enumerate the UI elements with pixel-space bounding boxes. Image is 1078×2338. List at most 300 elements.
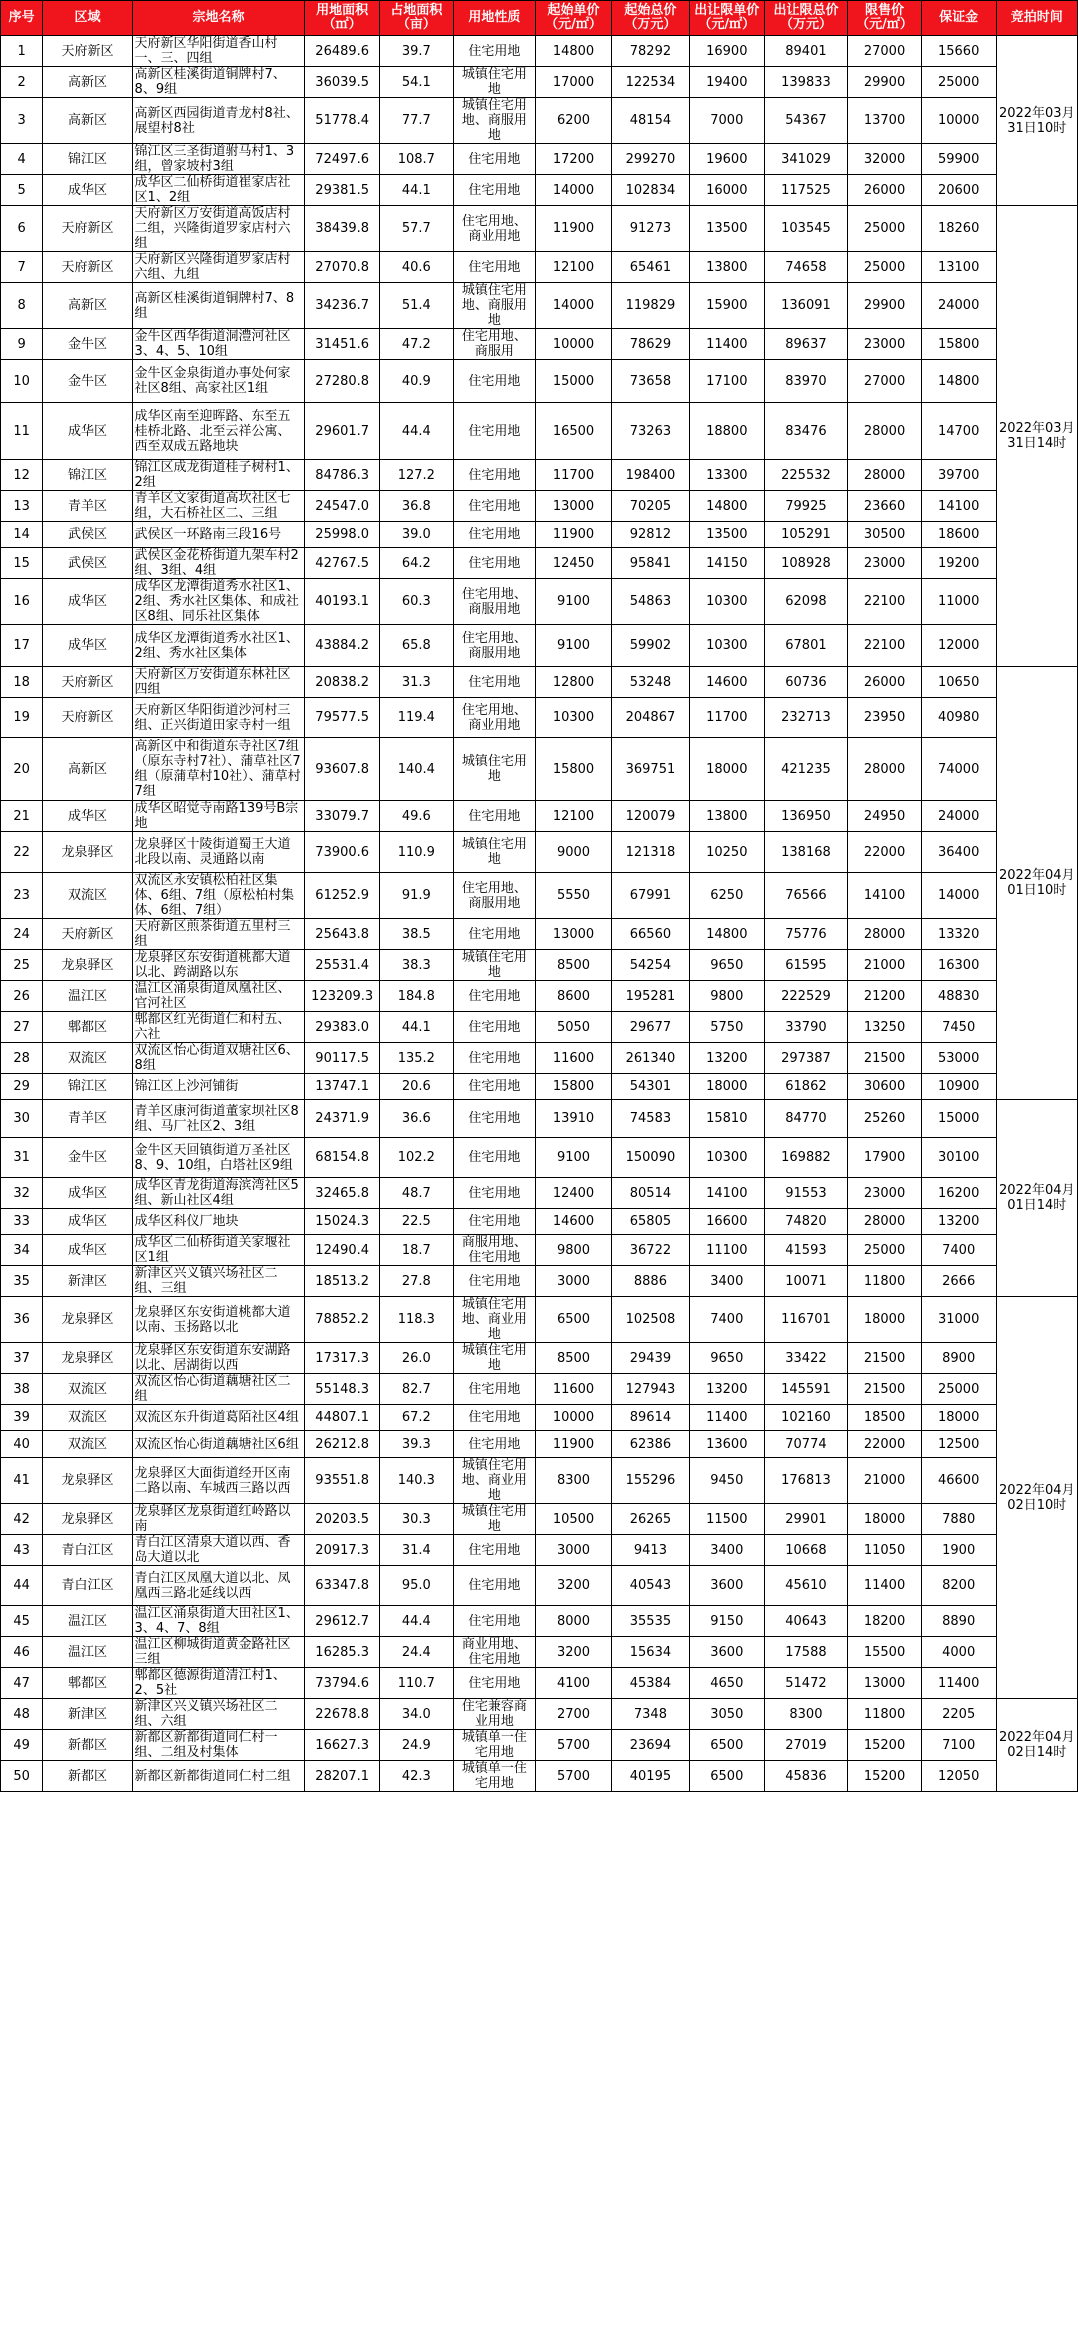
cell-district: 成华区 — [43, 1178, 132, 1209]
cell-district: 成华区 — [43, 1235, 132, 1266]
cell-cap-price: 10250 — [689, 832, 764, 873]
cell-start-price: 14000 — [536, 283, 612, 329]
cell-start-price: 15000 — [536, 360, 612, 403]
cell-district: 双流区 — [43, 1043, 132, 1074]
cell-start-price: 14600 — [536, 1209, 612, 1235]
cell-area-mu: 24.4 — [380, 1637, 454, 1668]
table-row — [1, 144, 1078, 175]
cell-name: 天府新区煎茶街道五里村三组 — [132, 919, 305, 950]
cell-area-mu: 140.3 — [380, 1458, 454, 1504]
header-deposit: 保证金 — [921, 1, 996, 36]
cell-start-price: 9100 — [536, 579, 612, 625]
cell-start-price: 15800 — [536, 738, 612, 801]
cell-area: 90117.5 — [305, 1043, 380, 1074]
cell-district: 锦江区 — [43, 1074, 132, 1100]
cell-use: 城镇住宅用地 — [453, 67, 536, 98]
cell-cap-price: 13300 — [689, 460, 764, 491]
cell-area-mu: 44.4 — [380, 403, 454, 460]
cell-no: 14 — [1, 522, 43, 548]
cell-cap-total: 89637 — [764, 329, 848, 360]
cell-start-price: 5550 — [536, 873, 612, 919]
cell-use: 住宅用地 — [453, 801, 536, 832]
cell-use: 住宅用地 — [453, 1535, 536, 1566]
cell-area: 24547.0 — [305, 491, 380, 522]
table-row — [1, 460, 1078, 491]
cell-limit-price: 18000 — [848, 1297, 922, 1343]
cell-use: 城镇住宅用地 — [453, 1504, 536, 1535]
cell-deposit: 18260 — [921, 206, 996, 252]
cell-start-price: 14000 — [536, 175, 612, 206]
cell-limit-price: 11800 — [848, 1266, 922, 1297]
cell-start-total: 89614 — [611, 1405, 689, 1431]
cell-area: 26212.8 — [305, 1431, 380, 1458]
cell-start-total: 7348 — [611, 1699, 689, 1730]
header-name: 宗地名称 — [132, 1, 305, 36]
cell-cap-total: 103545 — [764, 206, 848, 252]
cell-cap-price: 14600 — [689, 667, 764, 698]
cell-district: 高新区 — [43, 738, 132, 801]
cell-no: 1 — [1, 36, 43, 67]
cell-use: 住宅用地 — [453, 1266, 536, 1297]
cell-no: 32 — [1, 1178, 43, 1209]
cell-name: 青白江区清泉大道以西、香岛大道以北 — [132, 1535, 305, 1566]
cell-limit-price: 21500 — [848, 1043, 922, 1074]
cell-cap-total: 341029 — [764, 144, 848, 175]
cell-auction-time: 2022年04月01日14时 — [996, 1100, 1077, 1297]
cell-no: 27 — [1, 1012, 43, 1043]
cell-use: 住宅用地 — [453, 1431, 536, 1458]
cell-name: 郫都区红光街道仁和村五、六社 — [132, 1012, 305, 1043]
cell-cap-price: 10300 — [689, 1138, 764, 1178]
cell-name: 天府新区兴隆街道罗家店村六组、九组 — [132, 252, 305, 283]
cell-area-mu: 48.7 — [380, 1178, 454, 1209]
cell-start-price: 17000 — [536, 67, 612, 98]
cell-no: 4 — [1, 144, 43, 175]
cell-limit-price: 29900 — [848, 67, 922, 98]
cell-start-price: 3000 — [536, 1535, 612, 1566]
cell-deposit: 12500 — [921, 1431, 996, 1458]
cell-cap-price: 13200 — [689, 1043, 764, 1074]
cell-no: 25 — [1, 950, 43, 981]
cell-no: 3 — [1, 98, 43, 144]
cell-cap-total: 76566 — [764, 873, 848, 919]
cell-area: 13747.1 — [305, 1074, 380, 1100]
table-row — [1, 1730, 1078, 1761]
cell-cap-price: 14800 — [689, 919, 764, 950]
table-row — [1, 283, 1078, 329]
cell-cap-total: 45610 — [764, 1566, 848, 1606]
cell-district: 金牛区 — [43, 329, 132, 360]
cell-no: 45 — [1, 1606, 43, 1637]
cell-cap-total: 67801 — [764, 625, 848, 667]
cell-cap-total: 10071 — [764, 1266, 848, 1297]
cell-no: 23 — [1, 873, 43, 919]
cell-no: 26 — [1, 981, 43, 1012]
cell-deposit: 19200 — [921, 548, 996, 579]
cell-start-total: 121318 — [611, 832, 689, 873]
cell-cap-price: 13600 — [689, 1431, 764, 1458]
cell-start-total: 195281 — [611, 981, 689, 1012]
cell-area-mu: 20.6 — [380, 1074, 454, 1100]
cell-limit-price: 26000 — [848, 667, 922, 698]
cell-district: 龙泉驿区 — [43, 950, 132, 981]
cell-cap-price: 10300 — [689, 579, 764, 625]
cell-deposit: 13200 — [921, 1209, 996, 1235]
cell-limit-price: 29900 — [848, 283, 922, 329]
table-row — [1, 1761, 1078, 1792]
cell-area: 68154.8 — [305, 1138, 380, 1178]
cell-use: 城镇单一住宅用地 — [453, 1730, 536, 1761]
cell-cap-price: 13200 — [689, 1374, 764, 1405]
cell-name: 温江区涌泉街道大田社区1、3、4、7、8组 — [132, 1606, 305, 1637]
table-row — [1, 1138, 1078, 1178]
cell-area: 27070.8 — [305, 252, 380, 283]
cell-area-mu: 95.0 — [380, 1566, 454, 1606]
table-row — [1, 919, 1078, 950]
cell-start-price: 2700 — [536, 1699, 612, 1730]
cell-cap-price: 3600 — [689, 1637, 764, 1668]
cell-cap-total: 60736 — [764, 667, 848, 698]
cell-start-total: 26265 — [611, 1504, 689, 1535]
cell-name: 成华区二仙桥街道崔家店社区1、2组 — [132, 175, 305, 206]
cell-area-mu: 36.6 — [380, 1100, 454, 1138]
cell-cap-total: 116701 — [764, 1297, 848, 1343]
cell-start-total: 80514 — [611, 1178, 689, 1209]
cell-cap-total: 91553 — [764, 1178, 848, 1209]
cell-deposit: 24000 — [921, 801, 996, 832]
cell-area-mu: 140.4 — [380, 738, 454, 801]
cell-start-total: 65805 — [611, 1209, 689, 1235]
cell-no: 43 — [1, 1535, 43, 1566]
table-row — [1, 548, 1078, 579]
cell-cap-price: 3050 — [689, 1699, 764, 1730]
cell-deposit: 20600 — [921, 175, 996, 206]
cell-cap-total: 138168 — [764, 832, 848, 873]
cell-no: 19 — [1, 698, 43, 738]
cell-auction-time: 2022年04月02日10时 — [996, 1297, 1077, 1699]
cell-name: 双流区永安镇松柏社区集体、6组、7组（原松柏村集体、6组、7组） — [132, 873, 305, 919]
cell-start-price: 3200 — [536, 1566, 612, 1606]
table-row — [1, 67, 1078, 98]
cell-limit-price: 27000 — [848, 36, 922, 67]
cell-deposit: 24000 — [921, 283, 996, 329]
cell-no: 20 — [1, 738, 43, 801]
cell-limit-price: 25000 — [848, 1235, 922, 1266]
cell-area-mu: 51.4 — [380, 283, 454, 329]
table-row — [1, 1100, 1078, 1138]
cell-deposit: 13100 — [921, 252, 996, 283]
header-start-price: 起始单价（元/㎡） — [536, 1, 612, 36]
cell-cap-total: 70774 — [764, 1431, 848, 1458]
cell-cap-price: 13500 — [689, 206, 764, 252]
cell-deposit: 8200 — [921, 1566, 996, 1606]
cell-use: 住宅用地 — [453, 522, 536, 548]
cell-deposit: 25000 — [921, 67, 996, 98]
table-row — [1, 360, 1078, 403]
cell-start-price: 5050 — [536, 1012, 612, 1043]
cell-district: 天府新区 — [43, 206, 132, 252]
cell-cap-price: 16900 — [689, 36, 764, 67]
cell-cap-total: 61595 — [764, 950, 848, 981]
cell-use: 住宅用地、商服用 — [453, 329, 536, 360]
cell-district: 龙泉驿区 — [43, 1504, 132, 1535]
cell-limit-price: 28000 — [848, 738, 922, 801]
cell-auction-time: 2022年04月02日14时 — [996, 1699, 1077, 1792]
cell-name: 双流区怡心街道藕塘社区6组 — [132, 1431, 305, 1458]
cell-cap-price: 14800 — [689, 491, 764, 522]
cell-deposit: 7400 — [921, 1235, 996, 1266]
cell-name: 成华区龙潭街道秀水社区1、2组、秀水社区集体 — [132, 625, 305, 667]
cell-start-total: 122534 — [611, 67, 689, 98]
cell-cap-total: 33790 — [764, 1012, 848, 1043]
header-no: 序号 — [1, 1, 43, 36]
cell-cap-price: 13800 — [689, 801, 764, 832]
cell-start-price: 6500 — [536, 1297, 612, 1343]
cell-area-mu: 31.3 — [380, 667, 454, 698]
cell-cap-price: 18000 — [689, 738, 764, 801]
cell-cap-total: 136950 — [764, 801, 848, 832]
cell-cap-price: 19600 — [689, 144, 764, 175]
cell-cap-total: 75776 — [764, 919, 848, 950]
cell-cap-price: 14150 — [689, 548, 764, 579]
cell-area: 17317.3 — [305, 1343, 380, 1374]
cell-use: 住宅用地、商服用地 — [453, 873, 536, 919]
cell-no: 18 — [1, 667, 43, 698]
cell-district: 成华区 — [43, 579, 132, 625]
cell-name: 郫都区德源街道清江村1、2、5社 — [132, 1668, 305, 1699]
cell-start-total: 8886 — [611, 1266, 689, 1297]
cell-area-mu: 57.7 — [380, 206, 454, 252]
cell-deposit: 1900 — [921, 1535, 996, 1566]
cell-use: 城镇住宅用地 — [453, 832, 536, 873]
cell-district: 金牛区 — [43, 360, 132, 403]
cell-start-total: 40543 — [611, 1566, 689, 1606]
cell-area-mu: 119.4 — [380, 698, 454, 738]
cell-name: 高新区桂溪街道铜牌村7、8、9组 — [132, 67, 305, 98]
cell-area: 12490.4 — [305, 1235, 380, 1266]
cell-use: 住宅用地 — [453, 36, 536, 67]
cell-cap-price: 7400 — [689, 1297, 764, 1343]
cell-area: 32465.8 — [305, 1178, 380, 1209]
cell-start-total: 59902 — [611, 625, 689, 667]
table-row — [1, 1297, 1078, 1343]
cell-limit-price: 26000 — [848, 175, 922, 206]
header-area: 用地面积（㎡） — [305, 1, 380, 36]
cell-no: 16 — [1, 579, 43, 625]
cell-no: 12 — [1, 460, 43, 491]
cell-cap-total: 89401 — [764, 36, 848, 67]
cell-use: 住宅用地 — [453, 1209, 536, 1235]
cell-area: 29612.7 — [305, 1606, 380, 1637]
cell-limit-price: 24950 — [848, 801, 922, 832]
cell-use: 住宅兼容商业用地 — [453, 1699, 536, 1730]
cell-area: 34236.7 — [305, 283, 380, 329]
cell-cap-total: 10668 — [764, 1535, 848, 1566]
cell-no: 47 — [1, 1668, 43, 1699]
cell-start-price: 12100 — [536, 252, 612, 283]
cell-limit-price: 28000 — [848, 1209, 922, 1235]
cell-start-total: 35535 — [611, 1606, 689, 1637]
table-row — [1, 1504, 1078, 1535]
cell-use: 城镇住宅用地 — [453, 1343, 536, 1374]
cell-deposit: 14800 — [921, 360, 996, 403]
cell-cap-total: 145591 — [764, 1374, 848, 1405]
header-district: 区域 — [43, 1, 132, 36]
table-row — [1, 1209, 1078, 1235]
cell-district: 天府新区 — [43, 252, 132, 283]
cell-start-price: 11900 — [536, 522, 612, 548]
cell-use: 住宅用地 — [453, 460, 536, 491]
cell-district: 天府新区 — [43, 667, 132, 698]
cell-deposit: 14000 — [921, 873, 996, 919]
cell-limit-price: 27000 — [848, 360, 922, 403]
cell-name: 高新区西园街道青龙村8社、展望村8社 — [132, 98, 305, 144]
cell-name: 双流区东升街道葛陌社区4组 — [132, 1405, 305, 1431]
cell-cap-total: 45836 — [764, 1761, 848, 1792]
table-row — [1, 1606, 1078, 1637]
table-row — [1, 625, 1078, 667]
cell-no: 13 — [1, 491, 43, 522]
cell-use: 住宅用地 — [453, 1012, 536, 1043]
table-row — [1, 1374, 1078, 1405]
cell-deposit: 7450 — [921, 1012, 996, 1043]
cell-limit-price: 22000 — [848, 1431, 922, 1458]
cell-district: 天府新区 — [43, 36, 132, 67]
cell-district: 双流区 — [43, 873, 132, 919]
cell-name: 温江区涌泉街道凤凰社区、官河社区 — [132, 981, 305, 1012]
cell-area-mu: 18.7 — [380, 1235, 454, 1266]
cell-no: 50 — [1, 1761, 43, 1792]
header-row — [1, 1, 1078, 36]
cell-district: 龙泉驿区 — [43, 832, 132, 873]
cell-start-price: 12100 — [536, 801, 612, 832]
cell-name: 金牛区金泉街道办事处何家社区8组、高家社区1组 — [132, 360, 305, 403]
cell-use: 住宅用地 — [453, 981, 536, 1012]
cell-start-price: 3000 — [536, 1266, 612, 1297]
cell-area-mu: 39.7 — [380, 36, 454, 67]
cell-start-price: 8000 — [536, 1606, 612, 1637]
cell-district: 双流区 — [43, 1431, 132, 1458]
cell-district: 天府新区 — [43, 919, 132, 950]
cell-deposit: 12050 — [921, 1761, 996, 1792]
cell-start-total: 78629 — [611, 329, 689, 360]
cell-no: 36 — [1, 1297, 43, 1343]
cell-start-total: 54863 — [611, 579, 689, 625]
cell-cap-price: 14100 — [689, 1178, 764, 1209]
cell-deposit: 16300 — [921, 950, 996, 981]
header-cap-total: 出让限总价（万元） — [764, 1, 848, 36]
cell-area-mu: 38.3 — [380, 950, 454, 981]
cell-start-total: 91273 — [611, 206, 689, 252]
cell-start-price: 10000 — [536, 1405, 612, 1431]
cell-start-total: 36722 — [611, 1235, 689, 1266]
cell-cap-total: 74658 — [764, 252, 848, 283]
cell-cap-total: 421235 — [764, 738, 848, 801]
cell-limit-price: 32000 — [848, 144, 922, 175]
cell-start-price: 17200 — [536, 144, 612, 175]
cell-area-mu: 27.8 — [380, 1266, 454, 1297]
cell-area: 31451.6 — [305, 329, 380, 360]
cell-start-total: 65461 — [611, 252, 689, 283]
cell-start-price: 12800 — [536, 667, 612, 698]
cell-no: 33 — [1, 1209, 43, 1235]
cell-area: 20838.2 — [305, 667, 380, 698]
cell-no: 7 — [1, 252, 43, 283]
table-row — [1, 832, 1078, 873]
cell-start-price: 11900 — [536, 206, 612, 252]
cell-limit-price: 30500 — [848, 522, 922, 548]
cell-start-price: 11900 — [536, 1431, 612, 1458]
cell-deposit: 11400 — [921, 1668, 996, 1699]
cell-district: 成华区 — [43, 625, 132, 667]
cell-area-mu: 127.2 — [380, 460, 454, 491]
cell-cap-price: 13800 — [689, 252, 764, 283]
table-row — [1, 1343, 1078, 1374]
cell-start-price: 8500 — [536, 950, 612, 981]
cell-limit-price: 21500 — [848, 1343, 922, 1374]
cell-start-price: 3200 — [536, 1637, 612, 1668]
cell-limit-price: 18500 — [848, 1405, 922, 1431]
cell-no: 46 — [1, 1637, 43, 1668]
cell-no: 9 — [1, 329, 43, 360]
cell-cap-price: 17100 — [689, 360, 764, 403]
cell-limit-price: 23000 — [848, 329, 922, 360]
cell-cap-price: 16000 — [689, 175, 764, 206]
cell-cap-price: 4650 — [689, 1668, 764, 1699]
cell-district: 成华区 — [43, 403, 132, 460]
cell-district: 高新区 — [43, 67, 132, 98]
cell-start-price: 5700 — [536, 1730, 612, 1761]
cell-cap-total: 61862 — [764, 1074, 848, 1100]
cell-limit-price: 22100 — [848, 579, 922, 625]
cell-limit-price: 11400 — [848, 1566, 922, 1606]
table-row — [1, 579, 1078, 625]
table-row — [1, 1637, 1078, 1668]
cell-use: 住宅用地 — [453, 548, 536, 579]
cell-limit-price: 14100 — [848, 873, 922, 919]
cell-name: 天府新区华阳街道香山村一、三、四组 — [132, 36, 305, 67]
cell-area: 40193.1 — [305, 579, 380, 625]
cell-cap-price: 15810 — [689, 1100, 764, 1138]
cell-cap-total: 83970 — [764, 360, 848, 403]
cell-limit-price: 25000 — [848, 206, 922, 252]
cell-deposit: 15800 — [921, 329, 996, 360]
table-row — [1, 329, 1078, 360]
cell-area-mu: 54.1 — [380, 67, 454, 98]
cell-use: 住宅用地、商服用地 — [453, 579, 536, 625]
cell-start-price: 9800 — [536, 1235, 612, 1266]
cell-start-price: 13910 — [536, 1100, 612, 1138]
cell-district: 温江区 — [43, 1606, 132, 1637]
table-row — [1, 950, 1078, 981]
cell-start-price: 14800 — [536, 36, 612, 67]
cell-no: 10 — [1, 360, 43, 403]
cell-area: 24371.9 — [305, 1100, 380, 1138]
cell-name: 金牛区西华街道洞澧河社区3、4、5、10组 — [132, 329, 305, 360]
cell-area-mu: 110.9 — [380, 832, 454, 873]
cell-cap-price: 6500 — [689, 1730, 764, 1761]
cell-area-mu: 26.0 — [380, 1343, 454, 1374]
cell-name: 双流区怡心街道双塘社区6、8组 — [132, 1043, 305, 1074]
cell-deposit: 25000 — [921, 1374, 996, 1405]
cell-deposit: 2205 — [921, 1699, 996, 1730]
cell-cap-price: 11700 — [689, 698, 764, 738]
cell-no: 6 — [1, 206, 43, 252]
cell-start-price: 8600 — [536, 981, 612, 1012]
cell-start-price: 8500 — [536, 1343, 612, 1374]
cell-name: 高新区桂溪街道铜牌村7、8组 — [132, 283, 305, 329]
cell-cap-price: 13500 — [689, 522, 764, 548]
